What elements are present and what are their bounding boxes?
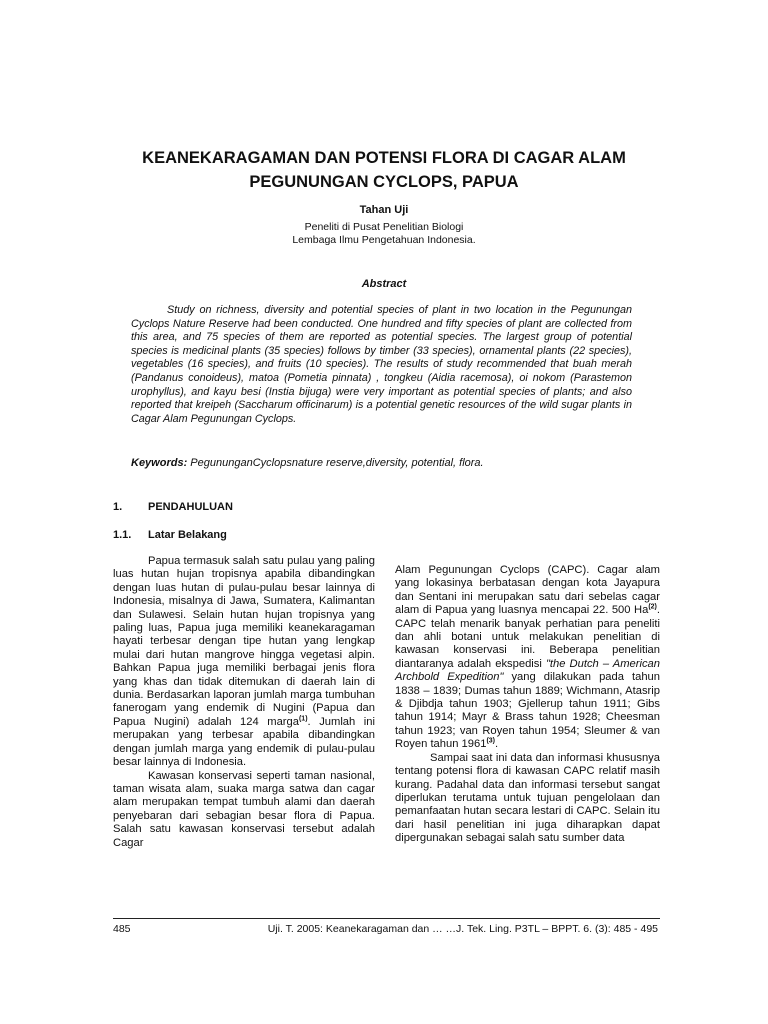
reference-marker: (1)	[298, 715, 308, 723]
subsection-title: Latar Belakang	[148, 529, 227, 541]
paragraph	[113, 555, 375, 770]
subsection-heading-1-1	[113, 529, 227, 541]
paragraph-text: Papua termasuk salah satu pulau yang paling luas hutan hujan tropisnya apabila dibandingkan dengan luas hutan di pulau-pulau besar lainnya di Indonesia, misalnya di Jawa, Sumatera, Kalimantan dan Sulawesi. Selain hutan hujan tropisnya yang paling luas, Papua juga memiliki keanekaragaman hayati terbesar dengan tipe hutan yang lengkap mulai dari hutan mangrove hingga vegetasi alpin. Bahkan Papua juga memiliki berbagai jenis flora yang khas dan tidak ditemukan di daerah lain di dunia. Berdasarkan laporan jumlah marga tumbuhan fanerogam yang endemik di Nugini (Papua dan Papua Nugini) adalah 124 marga	[113, 555, 375, 728]
author-name: Tahan Uji	[359, 204, 409, 216]
affiliation-line-2: Lembaga Ilmu Pengetahuan Indonesia.	[292, 234, 476, 246]
footer-citation: Uji. T. 2005: Keanekaragaman dan … …J. Tek. Ling. P3TL – BPPT. 6. (3): 485 - 495	[267, 923, 658, 935]
paragraph-text: .	[495, 738, 499, 751]
paragraph-text: yang dilakukan pada tahun 1838 – 1839; Dumas tahun 1889; Wichmann, Atasrip & Djibdja tahun 1903; Gjellerup tahun 1911; Gibs tahun 1914; Mayr & Brass tahun 1928; Cheesman tahun 1923; van Royen tahun 1954; Sleumer & van Royen tahun 1961	[395, 671, 660, 751]
reference-marker: (2)	[648, 603, 657, 611]
right-column	[395, 564, 660, 846]
reference-marker: (3)	[486, 737, 496, 745]
paragraph-text: . Jumlah ini merupakan yang terbesar apabila dibandingkan dengan jumlah marga yang endemik di pulau-pulau besar lainnya di Indonesia.	[113, 715, 375, 769]
paragraph: Sampai saat ini data dan informasi khususnya tentang potensi flora di kawasan CAPC relatif masih kurang. Padahal data dan informasi tersebut sangat diperlukan terutama untuk tujuan pengelolaan dan pemanfaatan hutan secara lestari di CAPC. Selain itu dari hasil penelitian ini juga diharapkan dapat dipergunakan sebagai salah satu sumber data	[395, 751, 660, 845]
abstract-heading: Abstract	[361, 278, 407, 290]
section-title: PENDAHULUAN	[148, 501, 233, 513]
left-column	[113, 555, 375, 850]
paragraph-text: . CAPC telah menarik banyak perhatian para peneliti dan ahli botani untuk melakukan penelitian di kawasan konservasi ini. Beberapa penelitian diantaranya adalah ekspedisi	[395, 604, 660, 670]
expedition-name: "the Dutch – American Archbold Expedition"	[395, 657, 660, 684]
abstract-body	[131, 304, 632, 426]
keywords-text: PegununganCyclopsnature reserve,diversity, potential, flora.	[187, 457, 484, 469]
abstract-text: Study on richness, diversity and potential species of plant in two location in the Pegunungan Cyclops Nature Reserve had been conducted. One hundred and fifty species of plant are collected from this area, and 75 species of them are reported as potential species. The largest group of potential species is medicinal plants (35 species) follows by timber (33 species), ornamental plants (22 species), vegetables (16 species), and fruits (10 species). The results of study recommended that buah merah (Pandanus conoideus), matoa (Pometia pinnata) , tongkeu (Aidia racemosa), oi nokom (Parastemon urophyllus), and kayu besi (Instia bijuga) were very important as potential species of plants; and also reported that kreipeh (Saccharum officinarum) is a potential genetic resources of the wild sugar plants in Cagar Alam Pegunungan Cyclops.	[131, 304, 632, 425]
section-heading-1	[113, 501, 233, 513]
affiliation-line-1: Peneliti di Pusat Penelitian Biologi	[304, 221, 464, 233]
paper-title	[60, 146, 708, 194]
title-line-2: PEGUNUNGAN CYCLOPS, PAPUA	[249, 173, 519, 191]
section-number: 1.	[113, 501, 123, 513]
footer-divider	[113, 918, 660, 919]
keywords-label: Keywords:	[131, 457, 188, 469]
page-number: 485	[113, 923, 131, 935]
keywords	[131, 457, 651, 469]
paragraph: Kawasan konservasi seperti taman nasional, taman wisata alam, suaka marga satwa dan cagar alam merupakan tempat tumbuh alami dan daerah penyebaran dari sebagian besar flora di Papua. Salah satu kawasan konservasi tersebut adalah Cagar	[113, 769, 375, 849]
paragraph-text: Alam Pegunungan Cyclops (CAPC). Cagar alam yang lokasinya berbatasan dengan kota Jayapura dan Sentani ini merupakan satu dari sebelas cagar alam di Papua yang luasnya mencapai 22. 500 Ha	[395, 564, 660, 617]
paragraph	[395, 564, 660, 752]
subsection-number: 1.1.	[113, 529, 132, 541]
title-line-1: KEANEKARAGAMAN DAN POTENSI FLORA DI CAGAR ALAM	[142, 149, 626, 167]
author-affiliation	[0, 221, 768, 247]
